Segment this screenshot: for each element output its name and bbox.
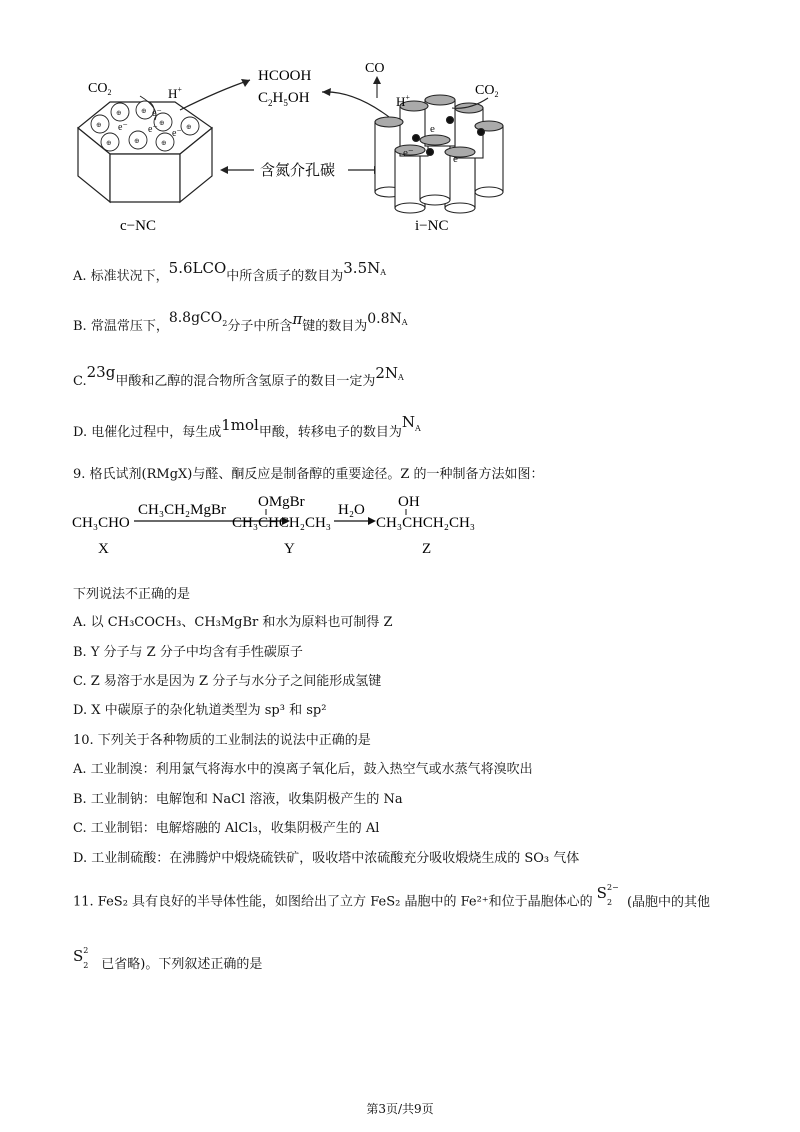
label-y: Y [284, 541, 295, 557]
svg-text:⊕: ⊕ [141, 107, 147, 115]
electrocatalysis-figure [60, 50, 530, 240]
i-nc-label: i−NC [415, 218, 449, 234]
svg-text:⊕: ⊕ [159, 119, 165, 127]
svg-text:e⁻: e⁻ [152, 108, 162, 119]
q9-stem: 9. 格氏试剂(RMgX)与醛、酮反应是制备醇的重要途径。Z 的一种制备方法如图： [73, 467, 544, 482]
page-number: 第3页/共9页 [366, 1102, 434, 1116]
q10-option-b: B. 工业制钠：电解饱和 NaCl 溶液，收集阴极产生的 Na [73, 792, 403, 807]
h-plus-left: H+ [168, 85, 182, 101]
svg-text:⊕: ⊕ [96, 121, 102, 129]
center-label: 含氮介孔碳 [260, 163, 336, 179]
q10-option-a: A. 工业制溴：利用氯气将海水中的溴离子氧化后，鼓入热空气或水蒸气将溴吹出 [73, 762, 533, 777]
z-substituent: OH [398, 494, 420, 510]
q8-option-b: B. 常温常压下，8.8gCO$^2$分子中所含π键的数目为$0.8N^A$ [73, 310, 408, 334]
i-nc-cylinders [375, 95, 503, 213]
svg-text:⊕: ⊕ [106, 139, 112, 147]
reagent-grignard: CH₃CH₂MgBr [138, 502, 226, 518]
product-hcooh: HCOOH [258, 68, 312, 84]
label-z: Z [422, 541, 432, 557]
compound-y: CH₃CHCH₂CH₃ [232, 515, 332, 531]
q9-reaction-scheme [70, 490, 490, 560]
c-nc-label: c−NC [120, 218, 156, 234]
compound-x: CH₃CHO [72, 515, 130, 531]
q9-option-d: D. X 中碳原子的杂化轨道类型为 sp³ 和 sp² [73, 703, 327, 718]
svg-text:e: e [453, 153, 458, 165]
svg-text:e⁻: e⁻ [172, 128, 182, 139]
arrow-to-products-left [180, 80, 250, 110]
q9-option-c: C. Z 易溶于水是因为 Z 分子与水分子之间能形成氢键 [73, 674, 382, 689]
q10-stem: 10. 下列关于各种物质的工业制法的说法中正确的是 [73, 733, 371, 748]
co-right-label: CO [365, 61, 385, 76]
q9-option-a: A. 以 CH₃COCH₃、CH₃MgBr 和水为原料也可制得 Z [73, 615, 393, 630]
q8-option-c: C.23g甲酸和乙醇的混合物所含氢原子的数目一定为$2N^A$ [73, 363, 404, 389]
product-ethanol: $C_2H_5OH$ [258, 90, 310, 108]
q11-line2: S 2 2 已省略)。下列叙述正确的是 [73, 946, 263, 972]
svg-text:e⁻: e⁻ [403, 147, 414, 159]
reagent-water: H₂O [338, 502, 365, 518]
svg-text:e⁻: e⁻ [148, 124, 158, 135]
q11-line1: 11. FeS₂ 具有良好的半导体性能，如图给出了立方 FeS₂ 晶胞中的 Fe²⁺和位于晶胞体心的S 2− 2 (晶胞中的其他 [73, 883, 711, 910]
q9-option-b: B. Y 分子与 Z 分子中均含有手性碳原子 [73, 645, 303, 660]
co2-right-label: $CO_2$ [475, 83, 499, 99]
h-plus-right: H+ [396, 93, 410, 109]
svg-text:⊕: ⊕ [116, 109, 122, 117]
q9-question: 下列说法不正确的是 [73, 587, 191, 602]
co2-left-label: $CO_2$ [88, 81, 112, 97]
compound-z: CH₃CHCH₂CH₃ [376, 515, 476, 531]
q8-option-d: D. 电催化过程中，每生成1mol甲酸，转移电子的数目为$N^A$ [73, 413, 421, 440]
svg-text:⊕: ⊕ [161, 139, 167, 147]
svg-text:e⁻: e⁻ [118, 122, 128, 133]
svg-text:e: e [430, 123, 435, 135]
q8-option-a: A. 标准状况下，5.6LCO中所含质子的数目为$3.5N^A$ [73, 259, 387, 284]
q10-option-d: D. 工业制硫酸：在沸腾炉中煅烧硫铁矿，吸收塔中浓硫酸充分吸收煅烧生成的 SO₃ 气体 [73, 851, 580, 866]
svg-text:⊕: ⊕ [134, 137, 140, 145]
svg-text:⊕: ⊕ [186, 123, 192, 131]
label-x: X [98, 541, 109, 557]
q10-option-c: C. 工业制铝：电解熔融的 AlCl₃，收集阴极产生的 Al [73, 821, 380, 836]
y-substituent: OMgBr [258, 494, 305, 510]
